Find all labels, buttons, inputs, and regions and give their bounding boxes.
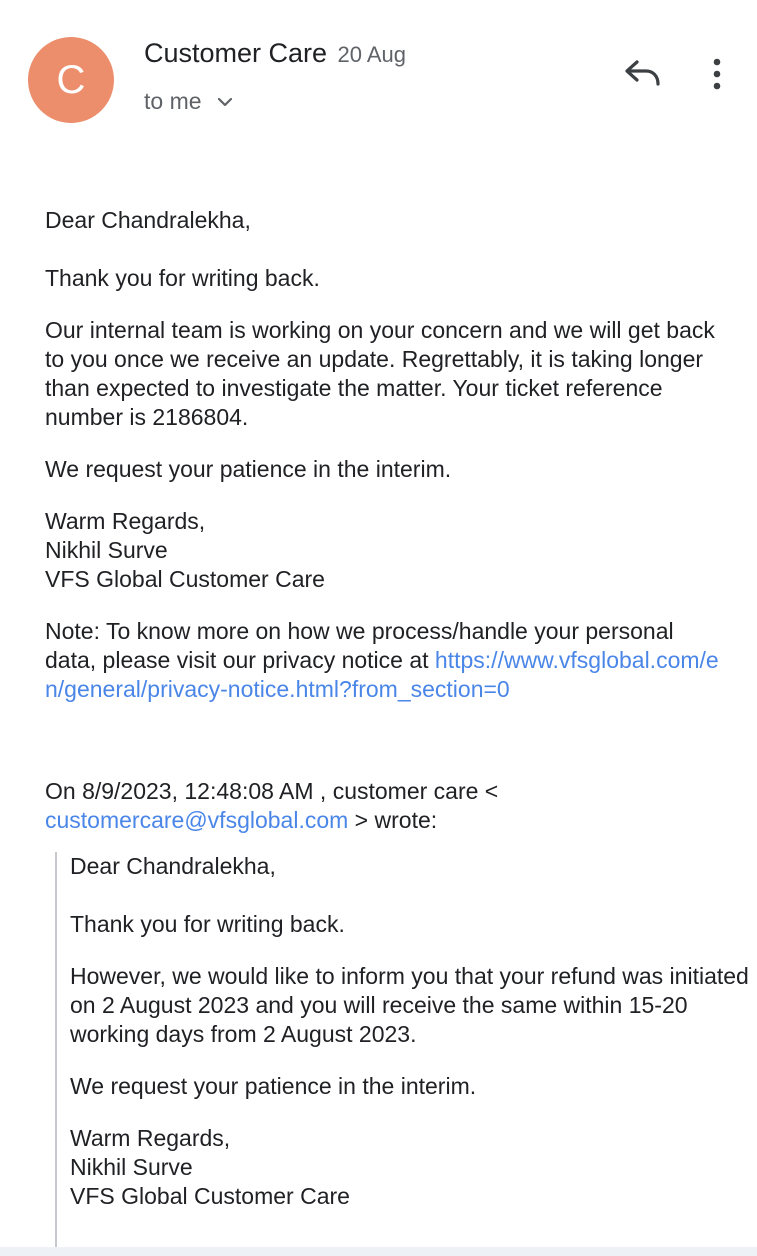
email-date: 20 Aug bbox=[337, 42, 407, 67]
chevron-down-icon bbox=[216, 95, 234, 109]
email-header bbox=[0, 0, 757, 140]
signature-line: Nikhil Surve bbox=[45, 537, 168, 563]
quoted-message bbox=[55, 852, 750, 1248]
quoted-signature-line: VFS Global Customer Care bbox=[70, 1183, 350, 1209]
body-paragraph: Our internal team is working on your concern and we will get back to you once we receive an update. Regrettably, it is taking longer than expected to investigate the matter. Your ticket reference number is 2186804. bbox=[45, 317, 715, 430]
quote-header-text: On 8/9/2023, 12:48:08 AM , customer care < bbox=[45, 778, 499, 804]
quoted-signature-line: Warm Regards, bbox=[70, 1125, 231, 1151]
sender-line bbox=[144, 38, 406, 69]
quoted-paragraph: We request your patience in the interim. bbox=[70, 1073, 477, 1099]
signature-line: Warm Regards, bbox=[45, 508, 206, 534]
quoted-greeting: Dear Chandralekha, bbox=[70, 853, 276, 879]
quoted-signature-line: Nikhil Surve bbox=[70, 1154, 193, 1180]
body-paragraph: Thank you for writing back. bbox=[45, 265, 320, 291]
recipient-toggle[interactable] bbox=[144, 88, 234, 115]
quoted-email-link[interactable]: customercare@vfsglobal.com bbox=[45, 807, 349, 833]
bottom-bar bbox=[0, 1247, 757, 1256]
privacy-notice-link[interactable]: https://www.vfsglobal.com/en/general/privacy-notice.html?from_section=0 bbox=[45, 647, 719, 702]
quote-header-suffix: > wrote: bbox=[348, 807, 438, 833]
more-vert-icon[interactable] bbox=[706, 56, 728, 92]
reply-icon[interactable] bbox=[622, 56, 662, 90]
greeting: Dear Chandralekha, bbox=[45, 207, 251, 233]
email-body bbox=[45, 206, 725, 835]
recipient-label: to me bbox=[144, 88, 202, 114]
sender-name[interactable]: Customer Care bbox=[144, 38, 328, 68]
body-paragraph: We request your patience in the interim. bbox=[45, 456, 452, 482]
quoted-paragraph: Thank you for writing back. bbox=[70, 911, 345, 937]
signature-line: VFS Global Customer Care bbox=[45, 566, 325, 592]
quoted-paragraph: However, we would like to inform you that your refund was initiated on 2 August 2023 and you will receive the same within 15-20 working days from 2 August 2023. bbox=[70, 963, 749, 1047]
privacy-note-text: Note: To know more on how we process/handle your personal data, please visit our privacy notice at bbox=[45, 618, 674, 673]
privacy-note bbox=[45, 617, 725, 704]
quote-header bbox=[45, 777, 725, 835]
avatar[interactable]: C bbox=[28, 37, 114, 123]
